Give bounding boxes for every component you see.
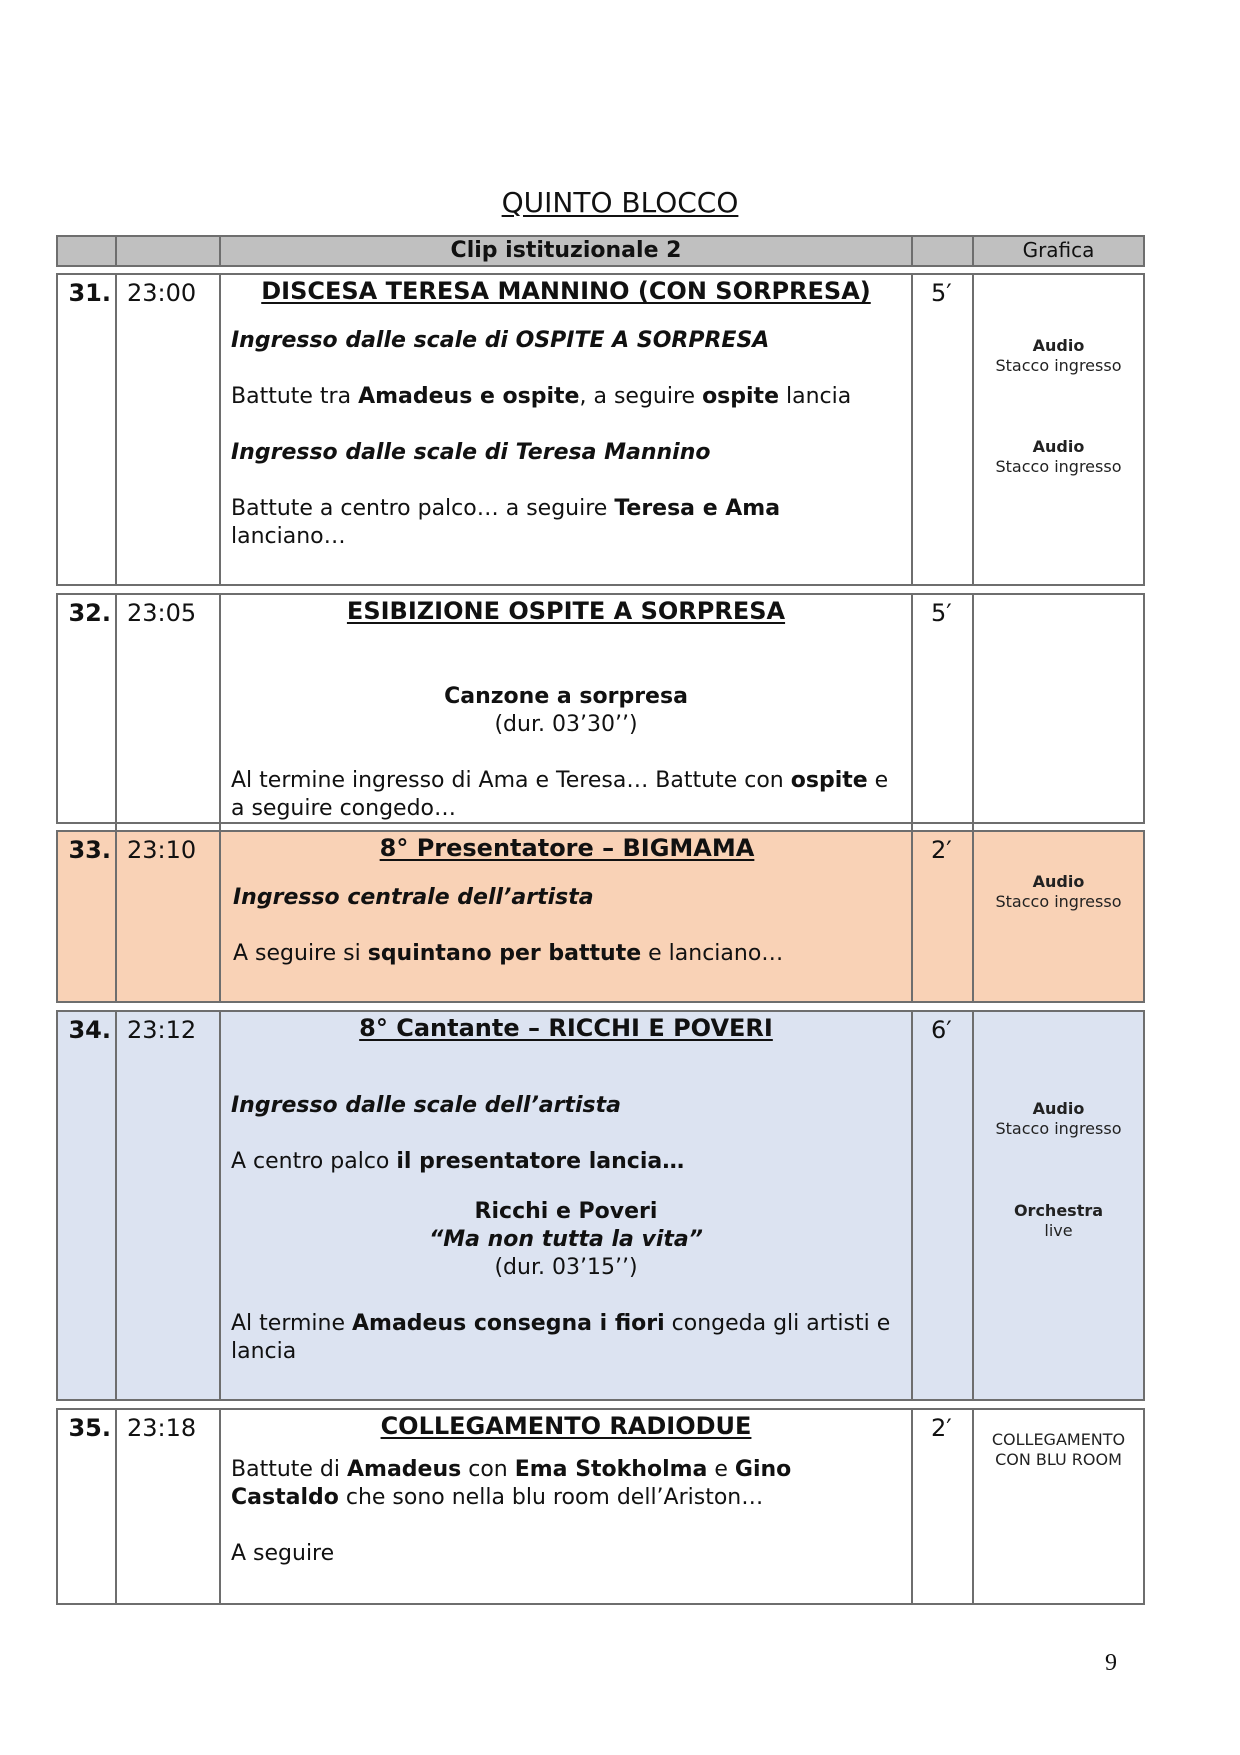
table-row-35 — [56, 1408, 1145, 1605]
graphics-cue: Audio Stacco ingresso — [995, 437, 1122, 476]
row-duration: 6′ — [913, 1012, 974, 1399]
row-content — [221, 832, 913, 1001]
row-duration: 2′ — [913, 1410, 974, 1603]
row-time: 23:05 — [117, 595, 221, 851]
page-title: QUINTO BLOCCO — [501, 186, 739, 219]
header-cell-time — [117, 237, 221, 265]
row-content — [221, 1410, 913, 1603]
song-title: Canzone a sorpresa — [444, 684, 688, 709]
graphics-cue: Audio Stacco ingresso — [995, 336, 1122, 375]
table-row-34 — [56, 1010, 1145, 1401]
artist-name: Ricchi e Poveri — [474, 1199, 658, 1224]
graphics-cue: Audio Stacco ingresso — [995, 1099, 1122, 1138]
script-line: A seguire — [231, 1541, 335, 1566]
row-graphics — [974, 1410, 1143, 1603]
row-time: 23:00 — [117, 275, 221, 584]
table-header-row — [56, 235, 1145, 267]
row-graphics — [974, 832, 1143, 1001]
row-duration: 2′ — [913, 832, 974, 1001]
graphics-cue: Audio Stacco ingresso — [995, 872, 1122, 911]
row-title: DISCESA TERESA MANNINO (CON SORPRESA) — [261, 277, 871, 305]
row-time: 23:18 — [117, 1410, 221, 1603]
row-time: 23:12 — [117, 1012, 221, 1399]
table-row-33 — [56, 830, 1145, 1003]
table-row-32 — [56, 593, 1145, 824]
row-number: 33. — [58, 832, 117, 1001]
script-line: Al termine Amadeus consegna i fiori congeda gli artisti e lancia — [231, 1311, 891, 1364]
graphics-cue: COLLEGAMENTO CON BLU ROOM — [991, 1430, 1126, 1469]
row-number: 31. — [58, 275, 117, 584]
header-cell-duration — [913, 237, 974, 265]
row-duration: 5′ — [913, 275, 974, 584]
row-graphics — [974, 275, 1143, 584]
table-row-31 — [56, 273, 1145, 586]
row-graphics — [974, 595, 1143, 851]
row-number: 32. — [58, 595, 117, 851]
script-line: Battute tra Amadeus e ospite, a seguire ospite lancia — [231, 384, 852, 409]
row-title: ESIBIZIONE OSPITE A SORPRESA — [346, 597, 786, 625]
script-line: A seguire si squintano per battute e lanciano… — [233, 941, 784, 966]
script-line: Al termine ingresso di Ama e Teresa… Battute con ospite e a seguire congedo… — [231, 768, 889, 821]
row-graphics — [974, 1012, 1143, 1399]
song-title: “Ma non tutta la vita” — [429, 1227, 703, 1252]
script-line: Battute a centro palco… a seguire Teresa e Ama lanciano… — [231, 496, 781, 549]
header-cell-number — [58, 237, 117, 265]
row-time: 23:10 — [117, 832, 221, 1001]
row-title: COLLEGAMENTO RADIODUE — [380, 1412, 752, 1440]
script-line: Battute di Amadeus con Ema Stokholma e Gino Castaldo che sono nella blu room dell’Ariston… — [231, 1457, 792, 1510]
stage-direction: Ingresso dalle scale di Teresa Mannino — [231, 440, 711, 465]
stage-direction: Ingresso dalle scale dell’artista — [231, 1093, 622, 1118]
song-duration: (dur. 03’15’’) — [494, 1255, 638, 1280]
header-cell-segment: Clip istituzionale 2 — [221, 237, 913, 265]
row-title: 8° Presentatore – BIGMAMA — [379, 834, 755, 862]
page-number: 9 — [1105, 1650, 1117, 1676]
row-number: 34. — [58, 1012, 117, 1399]
row-duration: 5′ — [913, 595, 974, 851]
row-content — [221, 595, 913, 851]
graphics-cue: Orchestra live — [1013, 1201, 1104, 1240]
row-content — [221, 1012, 913, 1399]
script-line: A centro palco il presentatore lancia… — [231, 1149, 685, 1174]
row-number: 35. — [58, 1410, 117, 1603]
stage-direction: Ingresso centrale dell’artista — [233, 885, 594, 910]
song-duration: (dur. 03’30’’) — [494, 712, 638, 737]
header-cell-graphics: Grafica — [1022, 238, 1095, 262]
stage-direction: Ingresso dalle scale di OSPITE A SORPRESA — [231, 328, 770, 353]
row-title: 8° Cantante – RICCHI E POVERI — [359, 1014, 773, 1042]
row-content — [221, 275, 913, 584]
